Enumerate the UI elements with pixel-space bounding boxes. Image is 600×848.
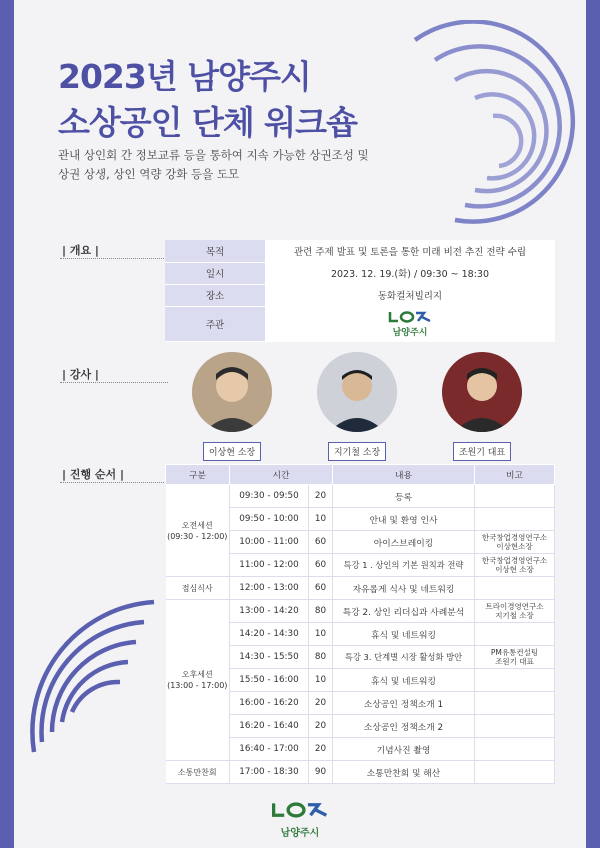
minutes-cell: 10 [309,669,333,692]
time-cell: 09:50 - 10:00 [230,508,309,531]
overview-key: 일시 [165,262,265,284]
right-accent-bar [586,0,600,848]
content-cell: 아이스브레이킹 [333,531,475,554]
person-icon [317,352,397,432]
column-header: 내용 [333,465,475,485]
session-name: 오전세션 [181,520,213,530]
minutes-cell: 20 [309,715,333,738]
note-cell [475,669,555,692]
schedule-header-row [166,465,555,485]
subtitle-line-1: 관내 상인회 간 정보교류 등을 통하여 지속 가능한 상권조성 및 [58,148,369,162]
session-cell: 점심식사 [166,577,230,600]
table-row [166,600,555,623]
speaker-photo [442,352,522,432]
overview-value: 2023. 12. 19.(화) / 09:30 ~ 18:30 [265,262,555,284]
decorative-arcs-top [395,20,585,250]
content-cell: 기념사진 촬영 [333,738,475,761]
minutes-cell: 80 [309,600,333,623]
speaker-name: 지기철 소장 [328,442,386,461]
time-cell: 09:30 - 09:50 [230,485,309,508]
time-cell: 11:00 - 12:00 [230,554,309,577]
decorative-arcs-bottom [14,592,164,762]
column-header: 구분 [166,465,230,485]
title-line-1: 2023년 남양주시 [58,57,311,96]
page-title [58,54,357,146]
content-cell: 휴식 및 네트워킹 [333,669,475,692]
section-label-program: | 진행 순서 | [62,468,125,481]
time-cell: 10:00 - 11:00 [230,531,309,554]
title-line-2: 소상공인 단체 워크숍 [58,103,357,142]
session-time: (09:30 - 12:00) [167,531,228,541]
overview-row [165,284,555,306]
overview-key: 목적 [165,240,265,262]
namyangju-logo [388,310,432,338]
note-cell [475,623,555,646]
content-cell: 특강 1 . 상인의 기본 원칙과 전략 [333,554,475,577]
time-cell: 12:00 - 13:00 [230,577,309,600]
subtitle [58,146,378,184]
minutes-cell: 10 [309,508,333,531]
section-divider [60,258,168,259]
content-cell: 특강 3. 단계별 시장 활성화 방안 [333,646,475,669]
overview-row [165,306,555,341]
note-cell [475,738,555,761]
content-cell: 소상공인 정책소개 1 [333,692,475,715]
note-cell: 한국창업경영연구소 이상현소장 [475,531,555,554]
overview-value: 동화컬처빌리지 [265,284,555,306]
note-cell [475,692,555,715]
overview-value: 관련 주제 발표 및 토론을 통한 미래 비전 추진 전략 수립 [265,240,555,262]
speaker-card [442,352,522,461]
minutes-cell: 20 [309,692,333,715]
content-cell: 소상공인 정책소개 2 [333,715,475,738]
speaker-name: 이상현 소장 [203,442,261,461]
speaker-name: 조원기 대표 [453,442,511,461]
note-cell [475,508,555,531]
minutes-cell: 60 [309,554,333,577]
section-divider [60,382,168,383]
session-cell: 소통만찬회 [166,761,230,784]
namyangju-logo-icon [388,310,432,324]
minutes-cell: 90 [309,761,333,784]
note-cell [475,577,555,600]
organizer-logo [265,306,555,341]
section-divider [60,482,168,483]
column-header: 비고 [475,465,555,485]
speaker-photo [317,352,397,432]
session-cell [166,485,230,577]
schedule-table [165,464,555,784]
speaker-card [192,352,272,461]
column-header: 시간 [230,465,333,485]
time-cell: 16:00 - 16:20 [230,692,309,715]
content-cell: 자유롭게 식사 및 네트워킹 [333,577,475,600]
minutes-cell: 60 [309,577,333,600]
minutes-cell: 20 [309,738,333,761]
table-row [166,577,555,600]
table-row [166,485,555,508]
time-cell: 16:20 - 16:40 [230,715,309,738]
note-cell [475,761,555,784]
content-cell: 안내 및 환영 인사 [333,508,475,531]
footer-logo-text: 남양주시 [280,828,320,839]
minutes-cell: 20 [309,485,333,508]
time-cell: 14:20 - 14:30 [230,623,309,646]
overview-row [165,240,555,262]
session-cell [166,600,230,761]
time-cell: 16:40 - 17:00 [230,738,309,761]
overview-key: 장소 [165,284,265,306]
person-icon [192,352,272,432]
note-cell: PM유통컨설팅 조원기 대표 [475,646,555,669]
overview-key: 주관 [165,306,265,341]
time-cell: 15:50 - 16:00 [230,669,309,692]
minutes-cell: 80 [309,646,333,669]
time-cell: 17:00 - 18:30 [230,761,309,784]
logo-text: 남양주시 [392,327,428,338]
subtitle-line-2: 상권 상생, 상인 역량 강화 등을 도모 [58,167,240,181]
overview-row [165,262,555,284]
table-row [166,761,555,784]
left-accent-bar [0,0,14,848]
speaker-card [317,352,397,461]
content-cell: 등록 [333,485,475,508]
content-cell: 소통만찬회 및 해산 [333,761,475,784]
note-cell [475,715,555,738]
namyangju-logo-icon [271,800,329,820]
overview-table [165,240,555,342]
section-label-overview: | 개요 | [62,244,99,257]
content-cell: 특강 2. 상인 리더십과 사례분석 [333,600,475,623]
speaker-photo [192,352,272,432]
person-icon [442,352,522,432]
time-cell: 13:00 - 14:20 [230,600,309,623]
time-cell: 14:30 - 15:50 [230,646,309,669]
note-cell: 한국창업경영연구소 이상현 소장 [475,554,555,577]
section-label-speakers: | 강사 | [62,368,99,381]
note-cell: 트라이경영연구소 지기철 소장 [475,600,555,623]
minutes-cell: 60 [309,531,333,554]
content-cell: 휴식 및 네트워킹 [333,623,475,646]
session-name: 오후세션 [181,670,213,679]
minutes-cell: 10 [309,623,333,646]
footer-logo [270,800,330,839]
note-cell [475,485,555,508]
session-time: (13:00 - 17:00) [167,681,228,690]
